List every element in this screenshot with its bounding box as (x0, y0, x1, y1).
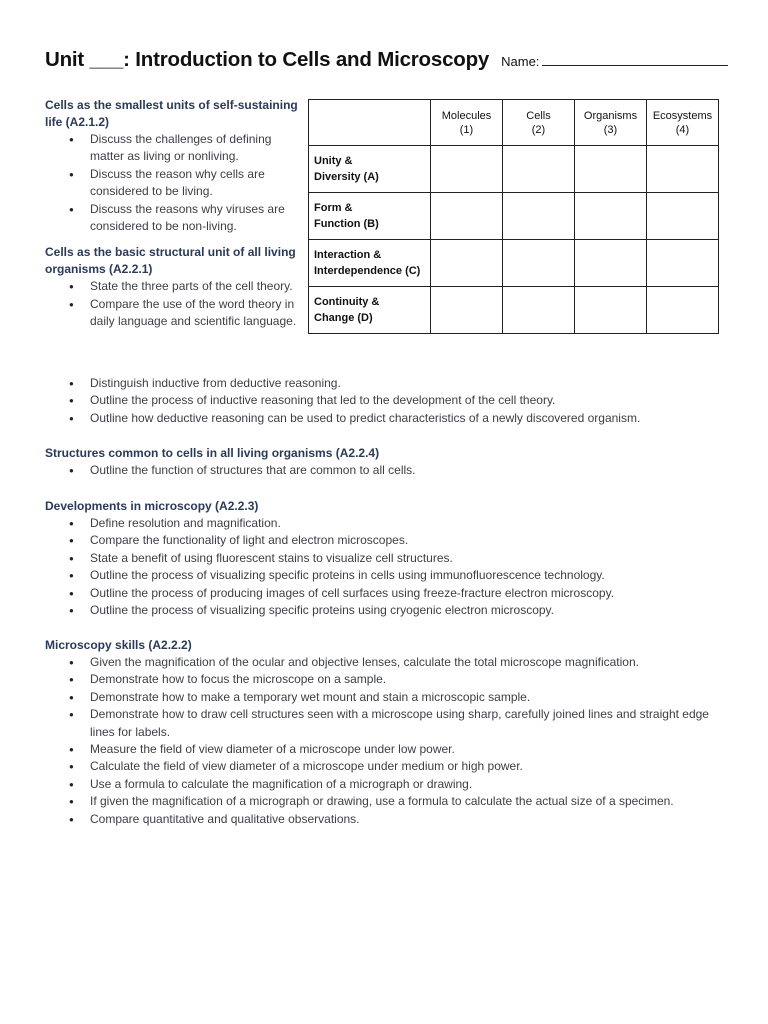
grid-row-header (309, 287, 431, 334)
col-header-line: Organisms (583, 109, 638, 122)
objective-item: ● Demonstrate how to focus the microscope on a sample. (45, 671, 735, 688)
objective-item: ● Given the magnification of the ocular and objective lenses, calculate the total microscope magnification. (45, 654, 735, 671)
objective-item: ● Outline the process of visualizing specific proteins in cells using immunofluorescence technology. (45, 567, 735, 584)
grid-cell[interactable] (431, 240, 503, 287)
col-header-line: Cells (526, 109, 551, 122)
grid-row (309, 146, 719, 193)
row-header-line: Function (B) (314, 218, 379, 230)
grid-row (309, 193, 719, 240)
title-row (45, 48, 735, 72)
objective-list (45, 654, 735, 828)
row-header-line: Diversity (A) (314, 171, 379, 183)
objective-item: ● Distinguish inductive from deductive reasoning. (45, 375, 735, 392)
objective-item: ● Compare the use of the word theory in daily language and scientific language. (45, 296, 307, 331)
objective-item: ● Outline how deductive reasoning can be used to predict characteristics of a newly discovered organism. (45, 410, 735, 427)
grid-row-header (309, 240, 431, 287)
grid-cell[interactable] (431, 287, 503, 334)
objective-item: ● Demonstrate how to make a temporary wet mount and stain a microscopic sample. (45, 689, 735, 706)
row-header-line: Change (D) (314, 312, 373, 324)
objective-item: ● Outline the process of producing images of cell surfaces using freeze-fracture electron microscopy. (45, 585, 735, 602)
grid-row-header (309, 193, 431, 240)
section-microscopy-developments (45, 498, 735, 619)
col-header-line: (4) (675, 123, 690, 136)
grid-corner-cell (309, 100, 431, 146)
grid-col-header (647, 100, 719, 146)
name-label: Name: (501, 54, 540, 69)
grid-cell[interactable] (575, 287, 647, 334)
section-cell-theory-continued (45, 375, 735, 427)
col-header-line: Molecules (441, 109, 492, 122)
grid-col-header (431, 100, 503, 146)
grid-cell[interactable] (647, 287, 719, 334)
objective-list (45, 375, 735, 427)
objective-item: ● State the three parts of the cell theory. (45, 278, 307, 295)
objective-item: ● Use a formula to calculate the magnification of a micrograph or drawing. (45, 776, 735, 793)
objective-item: ● Discuss the challenges of defining matter as living or nonliving. (45, 131, 307, 166)
name-blank-line[interactable] (542, 53, 728, 66)
objective-item: ● Outline the process of inductive reasoning that led to the development of the cell theory. (45, 392, 735, 409)
section-heading: Microscopy skills (A2.2.2) (45, 638, 192, 652)
grid-cell[interactable] (431, 146, 503, 193)
objective-item: ● Outline the process of visualizing specific proteins using cryogenic electron microscopy. (45, 602, 735, 619)
grid-row (309, 287, 719, 334)
section-heading: Structures common to cells in all living organisms (A2.2.4) (45, 446, 380, 460)
objective-item: ● Discuss the reason why cells are considered to be living. (45, 166, 307, 201)
grid-cell[interactable] (575, 193, 647, 240)
grid-cell[interactable] (503, 146, 575, 193)
col-header-line: Ecosystems (652, 109, 713, 122)
grid-header-row (309, 100, 719, 146)
grid-cell[interactable] (503, 287, 575, 334)
section-living (45, 97, 307, 235)
page-title: Unit ___: Introduction to Cells and Microscopy (45, 48, 490, 71)
objective-list (45, 131, 307, 235)
col-header-line: (1) (459, 123, 474, 136)
grid-cell[interactable] (503, 240, 575, 287)
section-cell-theory (45, 244, 307, 330)
grid-cell[interactable] (503, 193, 575, 240)
grid-col-header (503, 100, 575, 146)
row-header-line: Interdependence (C) (314, 265, 421, 277)
objective-item: ● Outline the function of structures that are common to all cells. (45, 462, 735, 479)
section-microscopy-skills (45, 637, 735, 828)
row-header-line: Form & (314, 202, 353, 214)
grid-row (309, 240, 719, 287)
section-heading: Cells as the basic structural unit of all living organisms (A2.2.1) (45, 245, 296, 277)
section-heading: Developments in microscopy (A2.2.3) (45, 499, 259, 513)
objective-item: ● State a benefit of using fluorescent stains to visualize cell structures. (45, 550, 735, 567)
concept-grid (308, 99, 719, 334)
objective-item: ● Discuss the reasons why viruses are considered to be non-living. (45, 201, 307, 236)
objective-list (45, 462, 735, 479)
grid-cell[interactable] (575, 146, 647, 193)
grid-cell[interactable] (647, 146, 719, 193)
objective-item: ● Compare the functionality of light and electron microscopes. (45, 532, 735, 549)
grid-cell[interactable] (431, 193, 503, 240)
section-common-structures (45, 445, 735, 479)
objective-item: ● Demonstrate how to draw cell structures seen with a microscope using sharp, carefully joined lines and straight edge lines for labels. (45, 706, 735, 741)
grid-row-header (309, 146, 431, 193)
grid-cell[interactable] (647, 193, 719, 240)
row-header-line: Interaction & (314, 249, 382, 261)
grid-cell[interactable] (647, 240, 719, 287)
col-header-line: (3) (603, 123, 618, 136)
objective-list (45, 278, 307, 330)
grid-cell[interactable] (575, 240, 647, 287)
intro-column (45, 97, 307, 331)
objective-item: ● Define resolution and magnification. (45, 515, 735, 532)
col-header-line: (2) (531, 123, 546, 136)
objective-list (45, 515, 735, 619)
row-header-line: Continuity & (314, 296, 380, 308)
section-heading: Cells as the smallest units of self-sustaining life (A2.1.2) (45, 98, 298, 129)
objective-item: ● If given the magnification of a micrograph or drawing, use a formula to calculate the actual size of a specimen. (45, 793, 735, 810)
objective-item: ● Compare quantitative and qualitative observations. (45, 811, 735, 828)
row-header-line: Unity & (314, 155, 353, 167)
grid-col-header (575, 100, 647, 146)
objective-item: ● Calculate the field of view diameter of a microscope under medium or high power. (45, 758, 735, 775)
objective-item: ● Measure the field of view diameter of a microscope under low power. (45, 741, 735, 758)
